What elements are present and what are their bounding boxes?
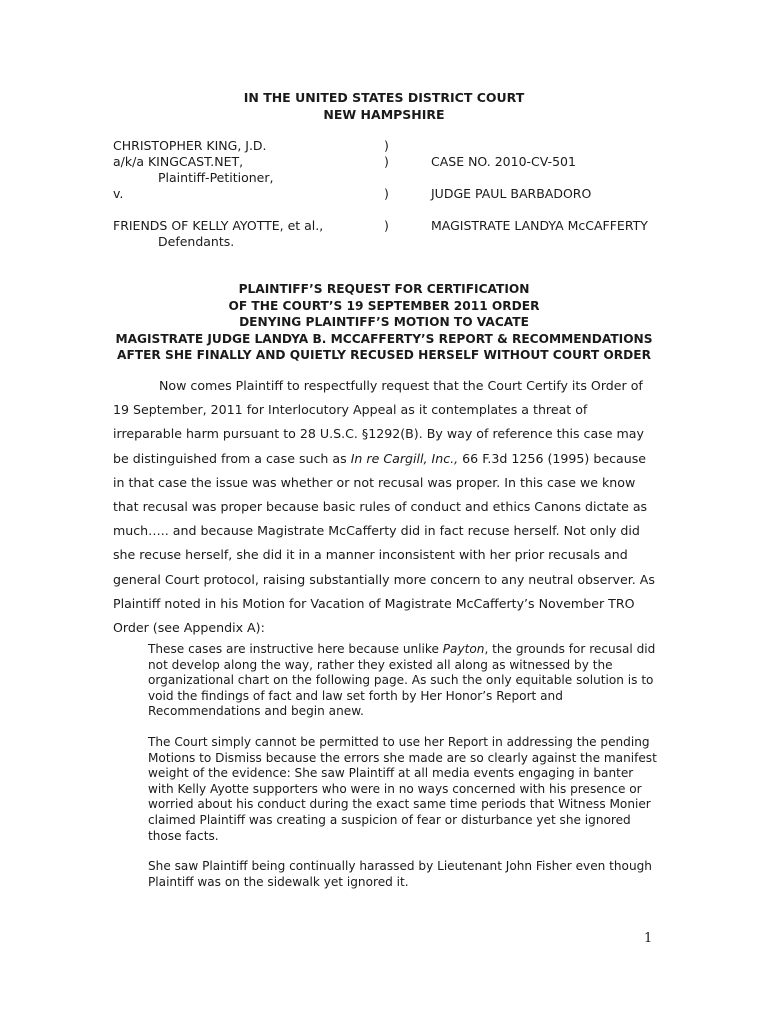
body-text-part: Now comes Plaintiff to respectfully request that the Court Certify its Order of 19 September, 2011 for Interlocutory Appeal as it contemplates a threat of irreparable harm pursuant to 28 U.S.C. §1292(B). By way of reference this case may be distinguished from a case such as — [113, 378, 644, 466]
title-line: AFTER SHE FINALLY AND QUIETLY RECUSED HERSELF WITHOUT COURT ORDER — [117, 348, 651, 362]
page-number: 1 — [644, 931, 653, 946]
block-quote — [148, 642, 658, 905]
versus-label: v. — [113, 186, 124, 201]
case-citation: Payton — [442, 642, 485, 656]
caption-paren: ) — [384, 186, 389, 201]
defendant-role: Defendants. — [158, 234, 235, 249]
title-line: MAGISTRATE JUDGE LANDYA B. MCCAFFERTY’S REPORT & RECOMMENDATIONS — [115, 331, 653, 346]
title-line: OF THE COURT’S 19 SEPTEMBER 2011 ORDER — [228, 298, 540, 313]
party-role: Plaintiff-Petitioner, — [158, 170, 274, 185]
quote-paragraph — [148, 642, 658, 720]
caption-paren: ) — [384, 218, 389, 233]
court-header — [0, 89, 768, 123]
document-title — [0, 281, 768, 364]
body-paragraph — [113, 374, 658, 640]
case-citation: In re Cargill, Inc., — [350, 450, 459, 466]
title-line: DENYING PLAINTIFF’S MOTION TO VACATE — [239, 315, 529, 329]
caption-paren: ) — [384, 154, 389, 169]
quote-paragraph: She saw Plaintiff being continually harassed by Lieutenant John Fisher even though Plaintiff was on the sidewalk yet ignored it. — [148, 859, 652, 889]
party-alias: a/k/a KINGCAST.NET, — [113, 154, 244, 169]
quote-text-part: These cases are instructive here because unlike — [148, 642, 443, 656]
magistrate-name: MAGISTRATE LANDYA McCAFFERTY — [431, 218, 648, 233]
judge-name: JUDGE PAUL BARBADORO — [431, 186, 592, 201]
court-district: NEW HAMPSHIRE — [323, 107, 445, 122]
quote-text-part: , the grounds for recusal did not develop along the way, rather they existed all along as witnessed by the organizational chart on the following page. As such the only equitable solution is to void the findings of fact and law set forth by Her Honor’s Report and Recommendations and begin anew. — [148, 642, 656, 719]
defendant-name: FRIENDS OF KELLY AYOTTE, et al., — [113, 218, 324, 233]
party-name: CHRISTOPHER KING, J.D. — [113, 138, 267, 153]
case-number: CASE NO. 2010-CV-501 — [431, 154, 576, 169]
caption-paren: ) — [384, 138, 389, 153]
title-line: PLAINTIFF’S REQUEST FOR CERTIFICATION — [238, 282, 530, 296]
court-name: IN THE UNITED STATES DISTRICT COURT — [243, 90, 525, 105]
body-text-part: 66 F.3d 1256 (1995) because in that case the issue was whether or not recusal was proper. In this case we know that recusal was proper because basic rules of conduct and ethics Canons dictate as much….. and because Magistrate McCafferty did in fact recuse herself. Not only did she recuse herself, she did it in a manner inconsistent with her prior recusals and general Court protocol, raising substantially more concern to any neutral observer. As Plaintiff noted in his Motion for Vacation of Magistrate McCafferty’s November TRO Order (see Appendix A): — [113, 450, 655, 636]
quote-paragraph: The Court simply cannot be permitted to use her Report in addressing the pending Motions to Dismiss because the errors she made are so clearly against the manifest weight of the evidence: She saw Plaintiff at all media events engaging in banter with Kelly Ayotte supporters who were in no ways concerned with his presence or worried about his conduct during the exact same time periods that Witness Monier claimed Plaintiff was creating a suspicion of fear or disturbance yet she ignored those facts. — [148, 734, 657, 843]
